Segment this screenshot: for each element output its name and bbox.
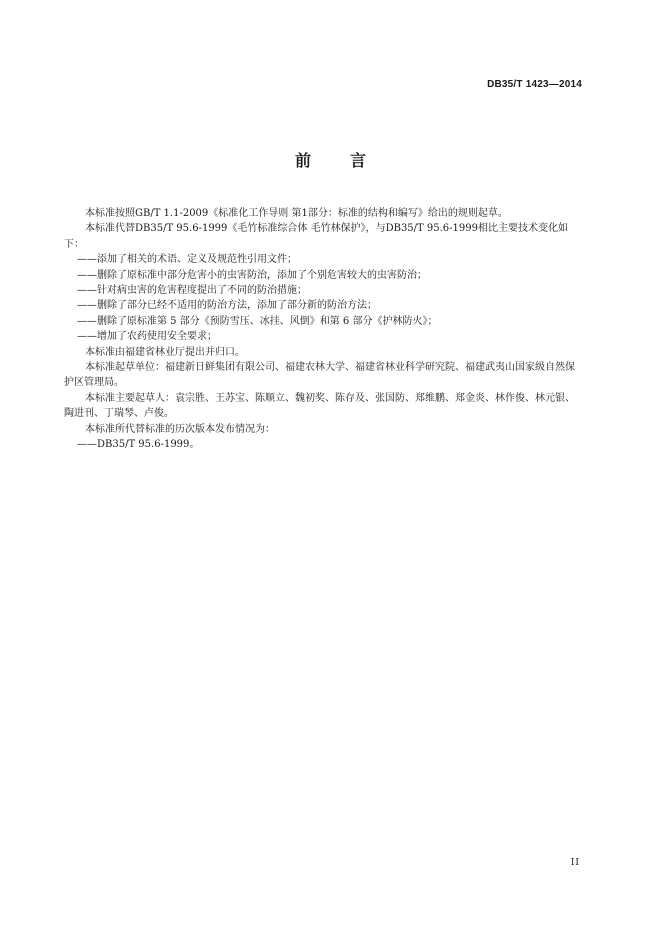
foreword-body [64, 206, 584, 453]
page-number: II [570, 858, 580, 868]
document-number: DB35/T 1423—2014 [487, 79, 582, 90]
page-title [0, 148, 662, 171]
title-char-right: 言 [350, 151, 368, 170]
paragraph-proposer: 本标准由福建省林业厅提出并归口。 [85, 346, 245, 358]
paragraph-history: 本标准所代替标准的历次版本发布情况为： [85, 423, 275, 435]
paragraph-drafting-rules: 本标准按照GB/T 1.1-2009《标准化工作导则 第1部分：标准的结构和编写》给出的规则起草。 [85, 208, 508, 219]
paragraph-replaces: 本标准代替DB35/T 95.6-1999《毛竹标准综合体 毛竹林保护》，与DB35/T 95.6-1999相比主要技术变化如下： [64, 223, 568, 250]
paragraph-drafters: 本标准主要起草人：袁宗胜、王苏宝、陈顺立、魏初奖、陈存及、张国防、郑维鹏、郑金炎、林作俊、林元银、陶进刊、丁瑞琴、卢俊。 [64, 392, 575, 420]
list-item-history: ——DB35/T 95.6-1999。 [77, 439, 200, 451]
list-item-change: ——删除了原标准中部分危害小的虫害防治，添加了个别危害较大的虫害防治； [77, 269, 427, 281]
list-item-change: ——增加了农药使用安全要求； [77, 331, 217, 343]
list-item-change: ——删除了原标准第 5 部分《预防雪压、冰挂、风倒》和第 6 部分《护林防火》； [77, 315, 438, 327]
list-item-change: ——添加了相关的术语、定义及规范性引用文件； [77, 254, 297, 266]
paragraph-drafting-units: 本标准起草单位：福建新日鲜集团有限公司、福建农林大学、福建省林业科学研究院、福建武夷山国家级自然保护区管理局。 [64, 362, 575, 389]
list-item-change: ——删除了部分已经不适用的防治方法，添加了部分新的防治方法； [77, 300, 377, 312]
title-char-left: 前 [294, 151, 312, 170]
list-item-change: ——针对病虫害的危害程度提出了不同的防治措施； [77, 285, 307, 297]
